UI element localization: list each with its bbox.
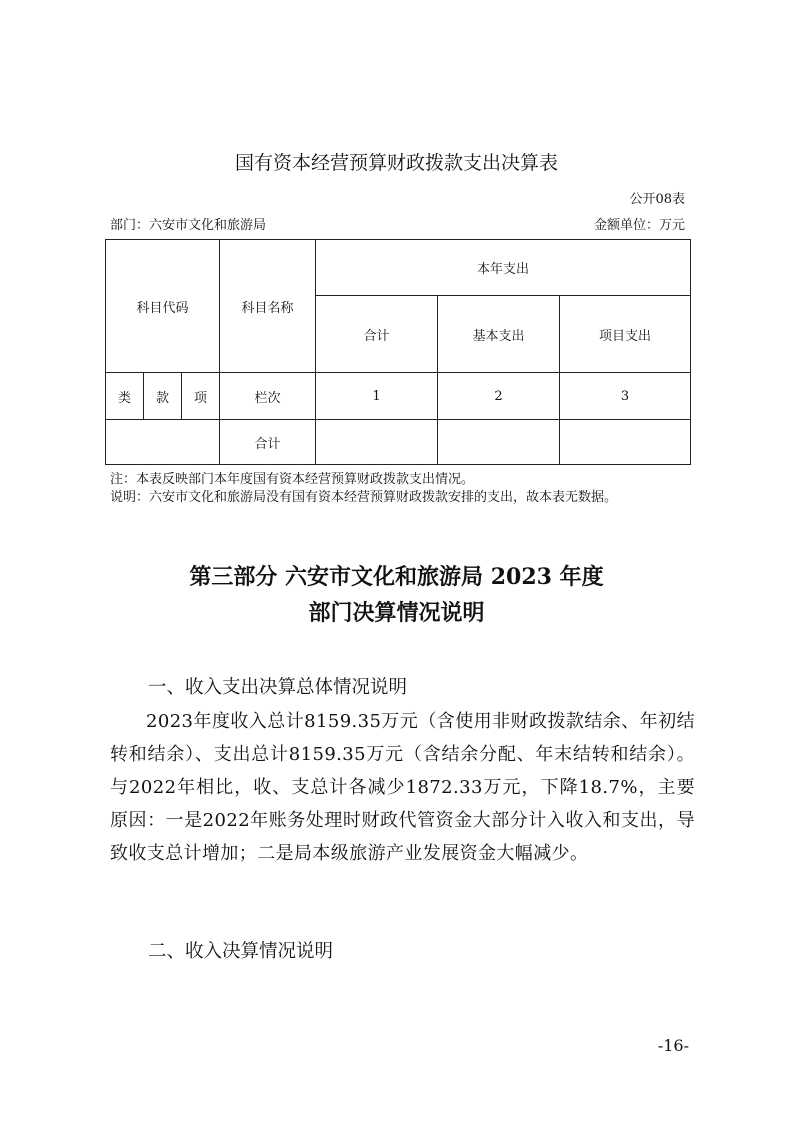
- column-number-3: 3: [560, 373, 691, 420]
- column-number-2: 2: [438, 373, 560, 420]
- total-row-value-1: [316, 420, 438, 465]
- header-total: 合计: [316, 296, 438, 373]
- total-row-value-3: [560, 420, 691, 465]
- header-kuan: 款: [144, 373, 182, 420]
- column-number-1: 1: [316, 373, 438, 420]
- header-subject-code: 科目代码: [106, 240, 220, 373]
- department-label: 部门：六安市文化和旅游局: [110, 218, 267, 233]
- header-column-order: 栏次: [220, 373, 316, 420]
- part-title-line-2: 部门决算情况说明: [308, 600, 485, 626]
- section-heading-2: 二、收入决算情况说明: [148, 941, 334, 962]
- header-lei: 类: [106, 373, 144, 420]
- budget-table: [105, 239, 691, 465]
- table-title: 国有资本经营预算财政拨款支出决算表: [234, 152, 558, 174]
- header-current-year-expenditure: 本年支出: [316, 240, 691, 296]
- part-title-line-1: 第三部分 六安市文化和旅游局 2023 年度: [189, 564, 604, 590]
- amount-unit-label: 金额单位：万元: [593, 218, 685, 233]
- page-number: -16-: [657, 1036, 689, 1055]
- table-note: 注：本表反映部门本年度国有资本经营预算财政拨款支出情况。: [110, 472, 475, 487]
- header-project-expenditure: 项目支出: [560, 296, 691, 373]
- total-row-label: 合计: [220, 420, 316, 465]
- section-heading-1: 一、收入支出决算总体情况说明: [148, 677, 408, 698]
- total-row-value-2: [438, 420, 560, 465]
- total-row-code-cell: [106, 420, 220, 465]
- header-subject-name: 科目名称: [220, 240, 316, 373]
- header-basic-expenditure: 基本支出: [438, 296, 560, 373]
- form-number: 公开08表: [629, 192, 685, 207]
- table-explanation: 说明：六安市文化和旅游局没有国有资本经营预算财政拨款安排的支出，故本表无数据。: [110, 490, 618, 505]
- header-xiang: 项: [182, 373, 220, 420]
- section-1-paragraph: 2023年度收入总计8159.35万元（含使用非财政拨款结余、年初结转和结余）、支出总计8159.35万元（含结余分配、年末结转和结余）。与2022年相比，收、支总计各减少1872.33万元，下降18.7%，主要原因：一是2022年账务处理时财政代管资金大部分计入收入和支出，导致收支总计增加；二是局本级旅游产业发展资金大幅减少。: [110, 711, 695, 864]
